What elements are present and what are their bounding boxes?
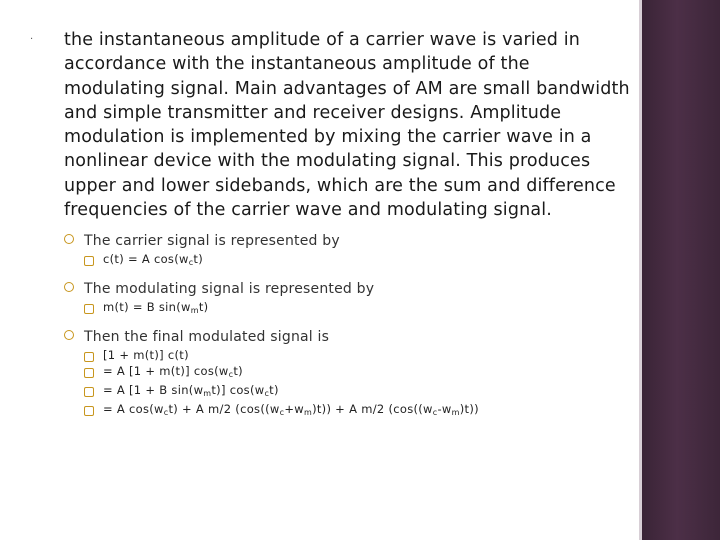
slide-content	[30, 28, 630, 420]
circle-bullet-icon	[64, 330, 74, 340]
final-equation-item	[30, 402, 630, 420]
final-bullet	[30, 328, 630, 346]
circle-bullet-icon	[64, 282, 74, 292]
modulating-equation-item	[30, 300, 630, 318]
bullet-dot-icon: ·	[30, 34, 34, 45]
carrier-equation: c(t) = A $\cos(w_ct)$	[103, 252, 204, 268]
final-equation-item	[30, 348, 630, 363]
square-bullet-icon	[84, 304, 94, 314]
final-heading: Then the final modulated signal is	[84, 329, 330, 346]
square-bullet-icon	[84, 406, 94, 416]
carrier-equation-item	[30, 252, 630, 270]
square-bullet-icon	[84, 352, 94, 362]
square-bullet-icon	[84, 368, 94, 378]
modulating-equation: m(t) = B $\sin(w_mt)$	[103, 300, 209, 316]
square-bullet-icon	[84, 387, 94, 397]
circle-bullet-icon	[64, 234, 74, 244]
final-equation-item	[30, 364, 630, 382]
main-paragraph: the instantaneous amplitude of a carrier wave is varied in accordance with the instantaneous amplitude of the modulating signal. Main advantages of AM are small bandwidth and simple transmitter and receiver designs. Amplitude modulation is implemented by mixing the carrier wave in a nonlinear device with the modulating signal. This produces upper and lower sidebands, which are the sum and difference frequencies of the carrier wave and modulating signal.	[64, 30, 630, 221]
square-bullet-icon	[84, 256, 94, 266]
final-equation-4: = A $\cos(w_ct) + A$ m/2 $(\cos((w_c+w_m)t)) + A$ m/2 $(\cos((w_c-w_m)t))$	[103, 402, 479, 418]
decorative-sidebar	[642, 0, 720, 540]
main-bullet	[30, 28, 630, 222]
final-equation-3: = A [1 + B $\sin(w_mt)$] $\cos(w_ct)$	[103, 383, 279, 399]
carrier-bullet	[30, 232, 630, 250]
final-equation-1: [1 + m(t)] c(t)	[103, 348, 189, 363]
final-equation-2: = A [1 + m(t)] $\cos(w_ct)$	[103, 364, 243, 380]
final-equation-item	[30, 383, 630, 401]
modulating-bullet	[30, 280, 630, 298]
carrier-heading: The carrier signal is represented by	[84, 233, 340, 250]
modulating-heading: The modulating signal is represented by	[84, 281, 375, 298]
